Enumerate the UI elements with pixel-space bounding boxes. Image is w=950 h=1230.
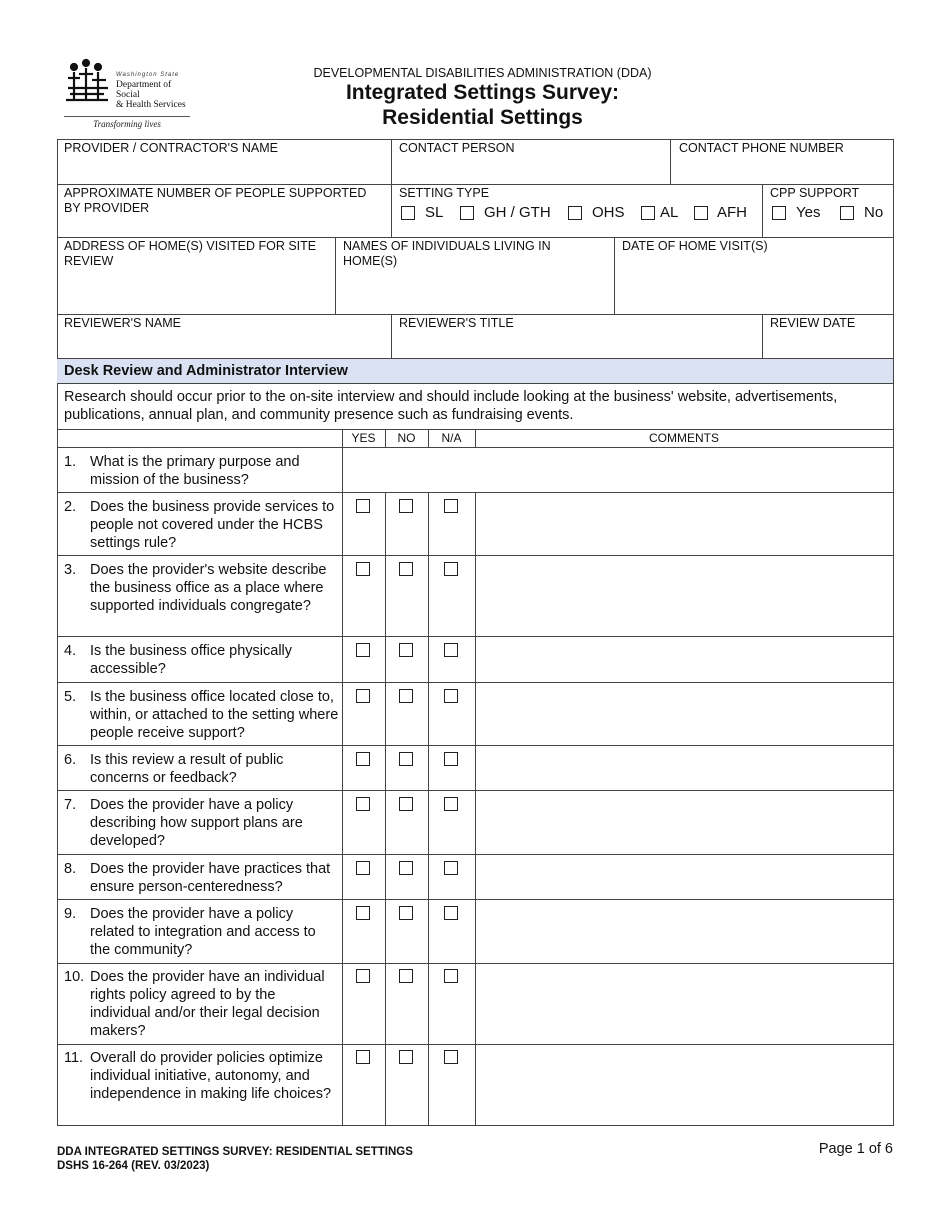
q10-yes-checkbox[interactable] — [356, 969, 370, 983]
dshs-figures-icon — [64, 58, 114, 106]
contact-phone-label: CONTACT PHONE NUMBER — [679, 141, 844, 155]
address-label — [64, 239, 316, 269]
q11-no-checkbox[interactable] — [399, 1050, 413, 1064]
question-number: 9. — [64, 906, 77, 922]
question-number: 10. — [64, 969, 85, 985]
question-number: 6. — [64, 752, 77, 768]
question-row — [64, 905, 339, 959]
question-row — [64, 1049, 339, 1103]
question-row — [64, 453, 339, 489]
page-title — [240, 80, 725, 130]
question-row — [64, 498, 339, 552]
q5-yes-checkbox[interactable] — [356, 689, 370, 703]
q8-yes-checkbox[interactable] — [356, 861, 370, 875]
page-number: Page 1 of 6 — [818, 1141, 893, 1157]
reviewer-title-label: REVIEWER'S TITLE — [399, 316, 514, 330]
setting-afh-label: AFH — [717, 204, 747, 221]
cpp-yes-label: Yes — [796, 204, 821, 221]
question-row — [64, 642, 339, 678]
setting-afh-checkbox[interactable] — [694, 206, 708, 220]
question-row — [64, 688, 339, 742]
q6-yes-checkbox[interactable] — [356, 752, 370, 766]
form-number: DSHS 16-264 (REV. 03/2023) — [57, 1160, 210, 1172]
names-label — [343, 239, 551, 269]
dshs-logo — [64, 58, 192, 130]
question-number: 3. — [64, 562, 77, 578]
cpp-no-checkbox[interactable] — [840, 206, 854, 220]
cpp-support-label: CPP SUPPORT — [770, 186, 860, 200]
question-text: Does the provider have an individual rights policy agreed to by the individual and/or their legal decision makers? — [90, 969, 325, 1039]
question-text: What is the primary purpose and mission of the business? — [90, 454, 300, 488]
q10-na-checkbox[interactable] — [444, 969, 458, 983]
q5-na-checkbox[interactable] — [444, 689, 458, 703]
question-row — [64, 860, 339, 896]
names-line2: HOME(S) — [343, 254, 398, 268]
q2-no-checkbox[interactable] — [399, 499, 413, 513]
cpp-no-label: No — [864, 204, 884, 221]
provider-name-label: PROVIDER / CONTRACTOR'S NAME — [64, 141, 278, 155]
form-footer — [57, 1145, 413, 1173]
q8-na-checkbox[interactable] — [444, 861, 458, 875]
col-no-header: NO — [397, 431, 416, 445]
question-text: Does the business provide services to people not covered under the HCBS settings rule? — [90, 499, 335, 551]
logo-dept — [116, 80, 192, 110]
names-line1: NAMES OF INDIVIDUALS LIVING IN — [343, 239, 551, 253]
address-line2: REVIEW — [64, 254, 114, 268]
q3-no-checkbox[interactable] — [399, 562, 413, 576]
q9-na-checkbox[interactable] — [444, 906, 458, 920]
question-text: Overall do provider policies optimize individual initiative, autonomy, and independence in making life choices? — [90, 1050, 332, 1102]
q7-yes-checkbox[interactable] — [356, 797, 370, 811]
setting-ohs-label: OHS — [592, 204, 625, 221]
question-number: 4. — [64, 643, 77, 659]
question-text: Does the provider's website describe the business office as a place where supported individuals congregate? — [90, 562, 327, 614]
setting-type-label: SETTING TYPE — [399, 186, 490, 200]
approx-number-label — [64, 186, 366, 216]
section-header — [57, 359, 893, 383]
question-text: Does the provider have a policy related to integration and access to the community? — [90, 906, 316, 958]
logo-state: Washington State — [116, 72, 180, 78]
setting-sl-label: SL — [425, 204, 444, 221]
q5-no-checkbox[interactable] — [399, 689, 413, 703]
logo-tagline: Transforming lives — [64, 116, 190, 129]
form-name: DDA INTEGRATED SETTINGS SURVEY: RESIDENTIAL SETTINGS — [57, 1146, 413, 1158]
q4-yes-checkbox[interactable] — [356, 643, 370, 657]
setting-gh-gth-label: GH / GTH — [484, 204, 551, 221]
q2-yes-checkbox[interactable] — [356, 499, 370, 513]
logo-dept-line1: Department of Social — [116, 80, 172, 100]
q8-no-checkbox[interactable] — [399, 861, 413, 875]
section-title: Desk Review and Administrator Interview — [64, 363, 348, 379]
question-number: 8. — [64, 861, 77, 877]
question-row — [64, 796, 339, 850]
q3-yes-checkbox[interactable] — [356, 562, 370, 576]
col-yes-header: YES — [351, 431, 376, 445]
question-text: Is the business office located close to, within, or attached to the setting where people receive support? — [90, 689, 339, 741]
q7-no-checkbox[interactable] — [399, 797, 413, 811]
contact-person-label: CONTACT PERSON — [399, 141, 515, 155]
title-line2: Residential Settings — [382, 106, 583, 129]
address-line1: ADDRESS OF HOME(S) VISITED FOR SITE — [64, 239, 317, 253]
approx-number-line2: BY PROVIDER — [64, 201, 150, 215]
agency-name: DEVELOPMENTAL DISABILITIES ADMINISTRATION (DDA) — [313, 66, 652, 80]
date-visit-label: DATE OF HOME VISIT(S) — [622, 239, 768, 253]
q9-no-checkbox[interactable] — [399, 906, 413, 920]
question-text: Does the provider have practices that ensure person-centeredness? — [90, 861, 331, 895]
setting-ohs-checkbox[interactable] — [568, 206, 582, 220]
question-row — [64, 561, 339, 615]
question-number: 1. — [64, 454, 77, 470]
cpp-yes-checkbox[interactable] — [772, 206, 786, 220]
question-text: Is the business office physically accessible? — [90, 643, 293, 677]
q4-na-checkbox[interactable] — [444, 643, 458, 657]
question-number: 2. — [64, 499, 77, 515]
q7-na-checkbox[interactable] — [444, 797, 458, 811]
q6-na-checkbox[interactable] — [444, 752, 458, 766]
q2-na-checkbox[interactable] — [444, 499, 458, 513]
q9-yes-checkbox[interactable] — [356, 906, 370, 920]
setting-gh-gth-checkbox[interactable] — [460, 206, 474, 220]
q3-na-checkbox[interactable] — [444, 562, 458, 576]
setting-al-label: AL — [660, 204, 679, 221]
setting-al-checkbox[interactable] — [641, 206, 655, 220]
question-text: Is this review a result of public concerns or feedback? — [90, 752, 284, 786]
logo-dept-line2: & Health Services — [116, 100, 186, 110]
question-number: 5. — [64, 689, 77, 705]
setting-sl-checkbox[interactable] — [401, 206, 415, 220]
question-text: Does the provider have a policy describing how support plans are developed? — [90, 797, 303, 849]
approx-number-line1: APPROXIMATE NUMBER OF PEOPLE SUPPORTED — [64, 186, 367, 200]
col-na-header: N/A — [441, 431, 462, 445]
review-date-label: REVIEW DATE — [770, 316, 856, 330]
question-row — [64, 751, 339, 787]
q4-no-checkbox[interactable] — [399, 643, 413, 657]
q11-yes-checkbox[interactable] — [356, 1050, 370, 1064]
question-number: 11. — [64, 1050, 84, 1066]
reviewer-name-label: REVIEWER'S NAME — [64, 316, 181, 330]
col-comments-header: COMMENTS — [649, 431, 719, 445]
title-line1: Integrated Settings Survey: — [345, 81, 620, 104]
q11-na-checkbox[interactable] — [444, 1050, 458, 1064]
q10-no-checkbox[interactable] — [399, 969, 413, 983]
question-number: 7. — [64, 797, 77, 813]
q6-no-checkbox[interactable] — [399, 752, 413, 766]
question-row — [64, 968, 339, 1040]
section-intro: Research should occur prior to the on-site interview and should include looking at the business' website, advertisements, publications, annual plan, and community presence such as fundraising events. — [64, 389, 838, 423]
